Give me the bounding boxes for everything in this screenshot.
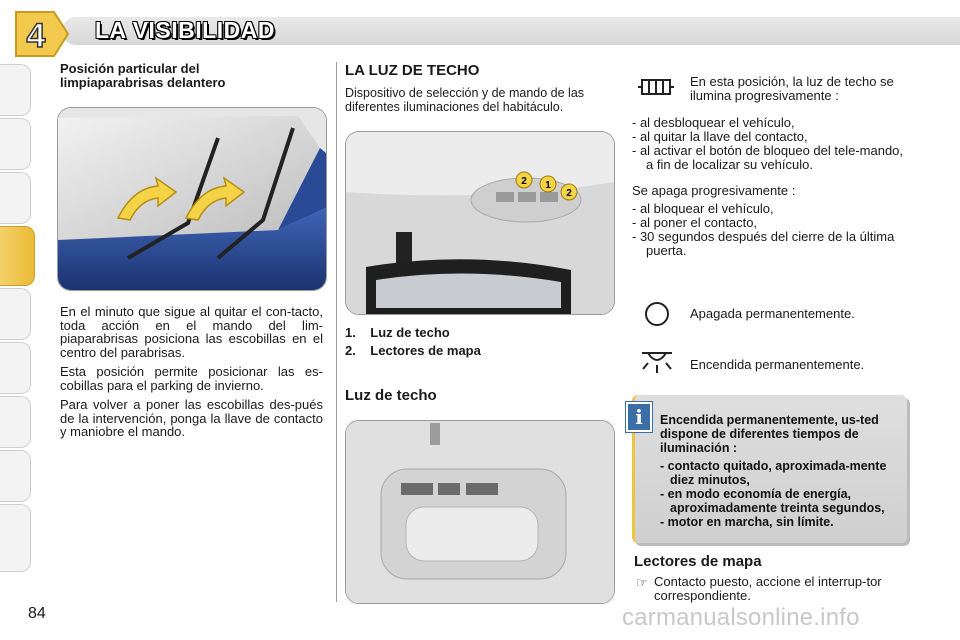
legend-item-1: [345, 326, 481, 340]
chapter-number: 4: [26, 17, 46, 55]
windscreen-wiper-photo: [57, 107, 327, 291]
door-mode-icon: [636, 72, 676, 102]
wiper-section-heading: [60, 62, 320, 90]
wiper-heading-line1: Posición particular del: [60, 61, 200, 76]
roof-light-photo: [345, 420, 615, 604]
on-item-3: - al activar el botón de bloqueo del tele-mando, a fin de localizar su vehículo.: [632, 143, 904, 172]
wiper-text: [60, 305, 323, 439]
legend-number-1: 1.: [345, 325, 356, 340]
off-item-2: - al poner el contacto,: [632, 215, 758, 230]
off-item-1: - al bloquear el vehículo,: [632, 201, 774, 216]
courtesy-light-intro: Dispositivo de selección y de mando de las diferentes iluminaciones del habitáculo.: [345, 86, 585, 114]
on-mode-text: Encendida permanentemente.: [690, 357, 865, 372]
info-item-3: - motor en marcha, sin límite.: [660, 515, 834, 529]
on-item-1: - al desbloquear el vehículo,: [632, 115, 795, 130]
page-title: LA VISIBILIDAD: [95, 17, 275, 43]
chapter-tab-8[interactable]: [0, 450, 31, 502]
off-item-3: - 30 segundos después del cierre de la última puerta.: [632, 229, 895, 258]
roof-light-subheading: Luz de techo: [345, 387, 437, 404]
on-conditions-list: [632, 116, 912, 172]
chapter-tab-7[interactable]: [0, 396, 31, 448]
chapter-tab-4-active[interactable]: [0, 226, 35, 286]
info-item-2: - en modo economía de energía, aproximadamente treinta segundos,: [660, 487, 885, 515]
wiper-paragraph-2: Esta posición permite posicionar las es-cobillas para el parking de invierno.: [60, 364, 323, 393]
off-mode-text: Apagada permanentemente.: [690, 306, 855, 321]
photo-label-left: 2: [521, 176, 527, 187]
info-item-1: - contacto quitado, aproximada-mente diez minutos,: [660, 459, 887, 487]
wiper-paragraph-1: En el minuto que sigue al quitar el con-tacto, toda acción en el mando del lim-piaparabrisas posiciona las escobillas en el centro del parabrisas.: [60, 304, 323, 360]
off-mode-icon: [642, 300, 672, 328]
wiper-paragraph-3: Para volver a poner las escobillas des-pués de la intervención, ponga la llave de contacto y maniobre el mando.: [60, 397, 323, 439]
info-icon: i: [626, 402, 652, 432]
info-title: Encendida permanentemente, us-ted dispone de diferentes tiempos de iluminación :: [660, 413, 879, 455]
on-item-2: - al quitar la llave del contacto,: [632, 129, 808, 144]
photo-label-center: 1: [545, 180, 551, 191]
chapter-tab-5[interactable]: [0, 288, 31, 340]
column-divider: [336, 62, 337, 602]
chapter-tab-9[interactable]: [0, 504, 31, 572]
map-reader-heading: Lectores de mapa: [634, 553, 762, 570]
pointing-hand-icon: ☞: [636, 575, 648, 590]
chapter-tab-2[interactable]: [0, 118, 31, 170]
legend-item-2: [345, 344, 481, 358]
info-text: [660, 413, 900, 529]
watermark: carmanualsonline.info: [622, 604, 860, 631]
legend-label-1: Luz de techo: [370, 325, 450, 340]
legend-label-2: Lectores de mapa: [370, 343, 481, 358]
chapter-tab-6[interactable]: [0, 342, 31, 394]
legend-number-2: 2.: [345, 343, 356, 358]
photo-legend: [345, 326, 481, 358]
on-mode-icon: [638, 347, 676, 375]
photo-label-right: 2: [566, 188, 572, 199]
roof-console-photo: [345, 131, 615, 315]
courtesy-light-heading: LA LUZ DE TECHO: [345, 62, 480, 79]
off-conditions-list: [632, 202, 912, 258]
chapter-badge: [10, 8, 72, 60]
wiper-heading-line2: limpiaparabrisas delantero: [60, 75, 226, 90]
off-intro: Se apaga progresivamente :: [632, 183, 796, 198]
door-mode-text: En esta posición, la luz de techo se ilumina progresivamente :: [690, 74, 894, 103]
page-number: 84: [28, 605, 46, 622]
map-reader-text: Contacto puesto, accione el interrup-tor correspondiente.: [654, 574, 882, 603]
chapter-tab-3[interactable]: [0, 172, 31, 224]
chapter-tab-1[interactable]: [0, 64, 31, 116]
